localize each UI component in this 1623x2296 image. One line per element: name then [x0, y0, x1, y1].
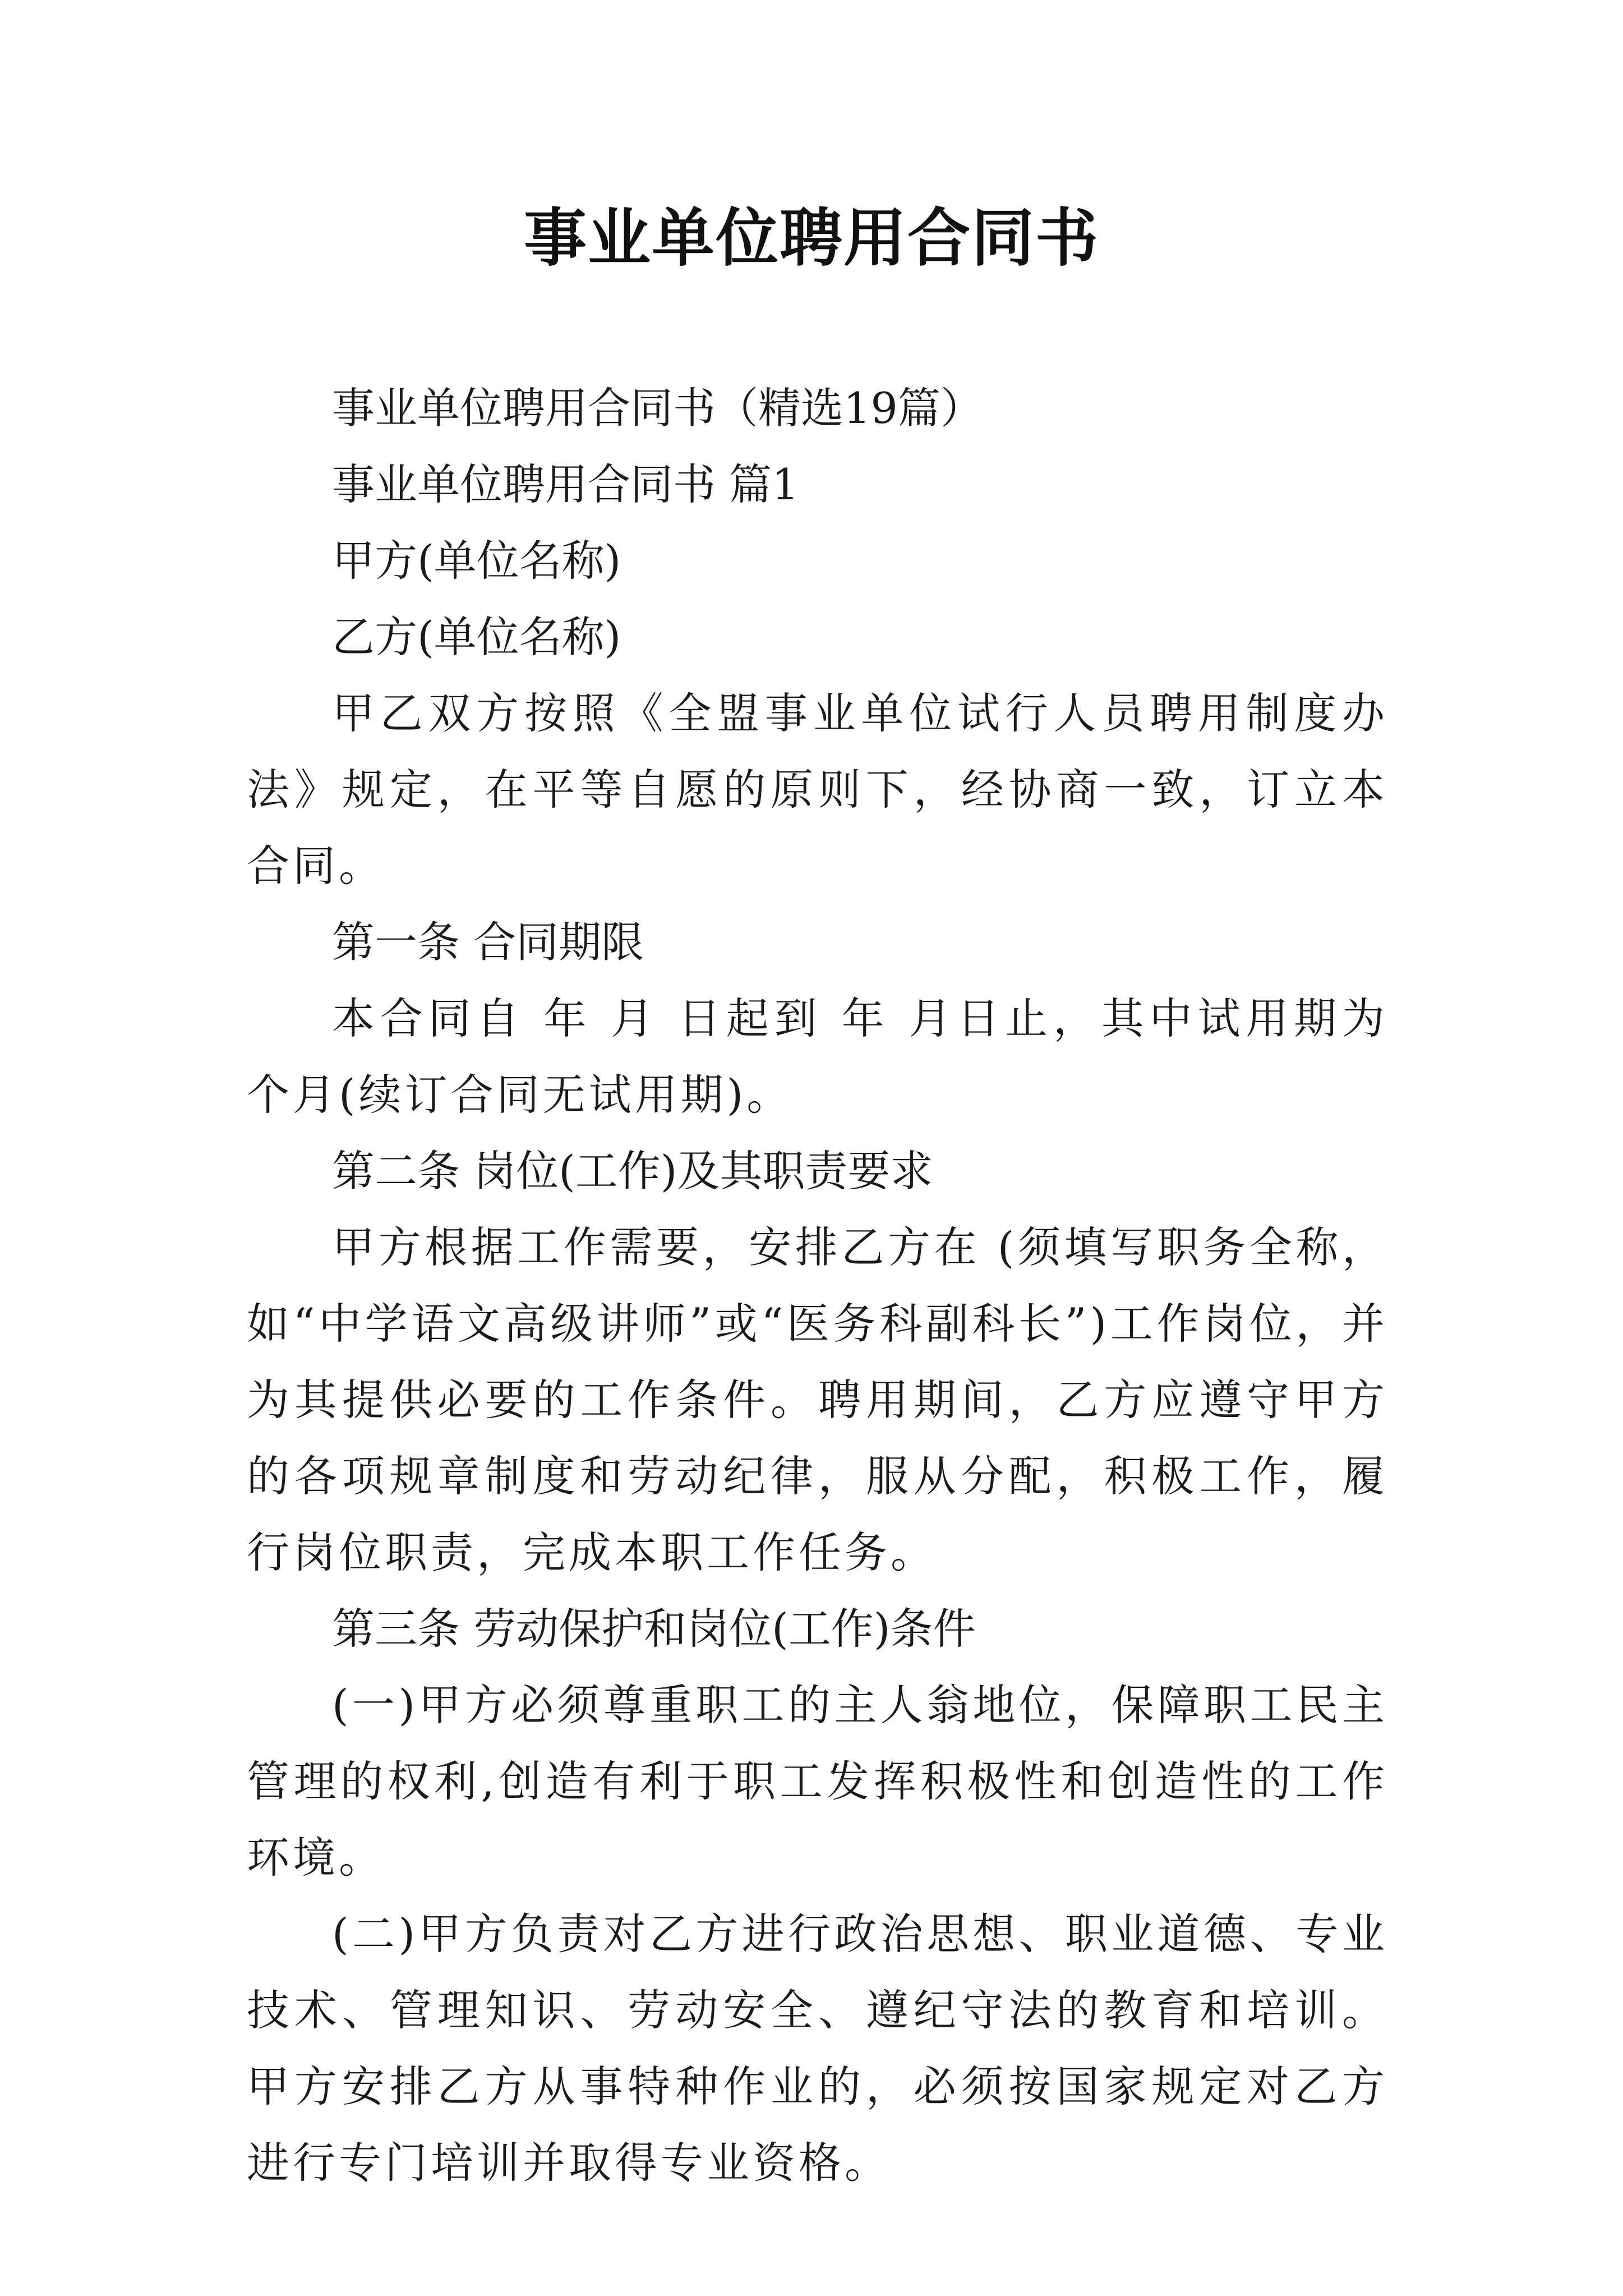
- paragraph-party-b: 乙方(单位名称): [332, 612, 621, 662]
- paragraph-party-a: 甲方(单位名称): [332, 536, 621, 586]
- article-2-heading: 第二条 岗位(工作)及其职责要求: [332, 1146, 933, 1196]
- article-3-clause-2: (二)甲方负责对乙方进行政治思想、职业道德、专业技术、管理知识、劳动安全、遵纪守法的教育和培训。甲方安排乙方从事特种作业的，必须按国家规定对乙方进行专门培训并取得专业资格。: [247, 1909, 1388, 2188]
- article-2-body: 甲方根据工作需要，安排乙方在 (须填写职务全称，如“中学语文高级讲师”或“医务科副科长”)工作岗位，并为其提供必要的工作条件。聘用期间，乙方应遵守甲方的各项规章制度和劳动纪律，服从分配，积极工作，履行岗位职责，完成本职工作任务。: [247, 1222, 1388, 1577]
- paragraph-part-heading: 事业单位聘用合同书 篇1: [332, 459, 799, 509]
- article-1-heading: 第一条 合同期限: [332, 917, 644, 967]
- document-title: 事业单位聘用合同书: [524, 201, 1099, 275]
- article-1-body: 本合同自 年 月 日起到 年 月日止，其中试用期为 个月(续订合同无试用期)。: [247, 993, 1388, 1120]
- article-3-clause-1: (一)甲方必须尊重职工的主人翁地位，保障职工民主管理的权利,创造有利于职工发挥积极性和创造性的工作环境。: [247, 1680, 1388, 1883]
- document-body: [247, 370, 1388, 2201]
- article-3-heading: 第三条 劳动保护和岗位(工作)条件: [332, 1604, 976, 1654]
- paragraph-subtitle: 事业单位聘用合同书（精选19篇）: [332, 383, 983, 433]
- paragraph-preamble: 甲乙双方按照《全盟事业单位试行人员聘用制度办法》规定，在平等自愿的原则下，经协商一致，订立本合同。: [247, 688, 1388, 891]
